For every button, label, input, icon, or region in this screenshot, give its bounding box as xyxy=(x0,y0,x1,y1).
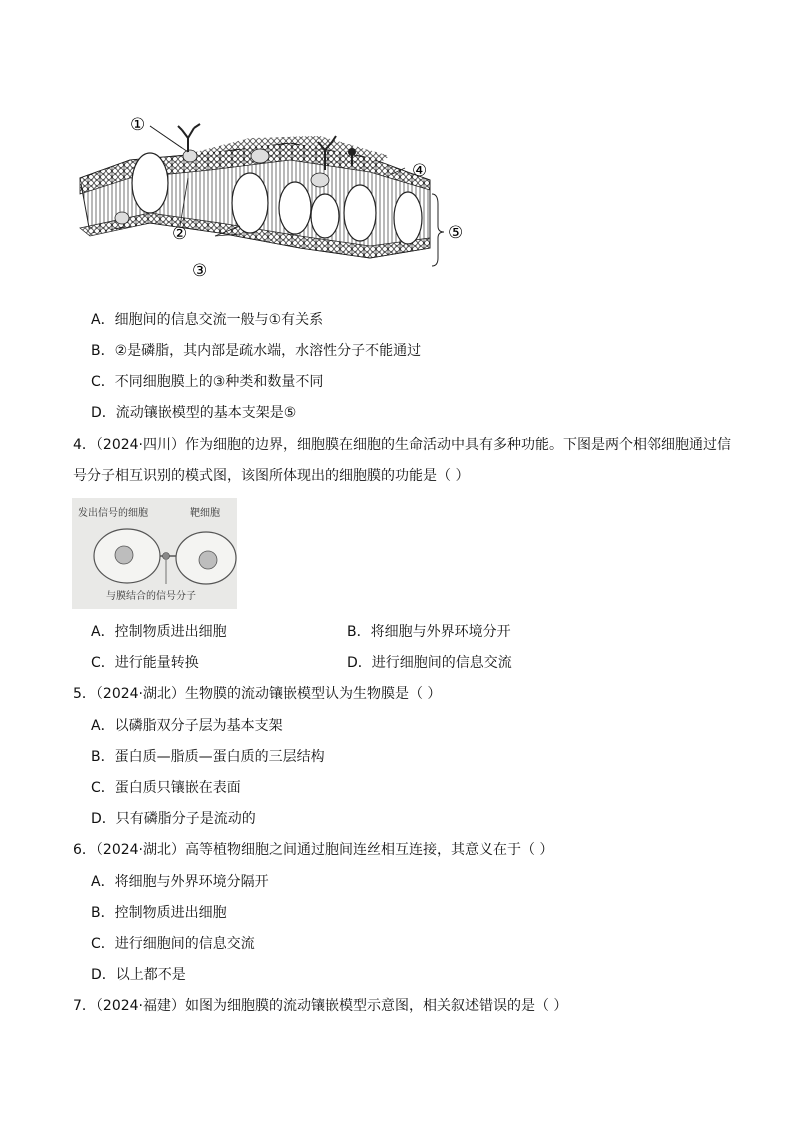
label-4: ④ xyxy=(412,161,428,181)
q4-stem-line1: 4．（2024·四川）作为细胞的边界，细胞膜在细胞的生命活动中具有多种功能。下图是两个相邻细胞通过信 xyxy=(73,437,731,453)
q6-option-d: D．以上都不是 xyxy=(91,967,186,983)
label-3: ③ xyxy=(192,261,208,281)
label-1: ① xyxy=(130,115,146,135)
q4-option-b: B．将细胞与外界环境分开 xyxy=(347,624,511,640)
q3-option-c: C．不同细胞膜上的③种类和数量不同 xyxy=(91,374,324,390)
q4-option-d: D．进行细胞间的信息交流 xyxy=(347,655,512,671)
sender-cell-label: 发出信号的细胞 xyxy=(78,508,148,519)
q7-stem: 7．（2024·福建）如图为细胞膜的流动镶嵌模型示意图，相关叙述错误的是（ ） xyxy=(73,998,568,1014)
q3-option-b: B．②是磷脂，其内部是疏水端，水溶性分子不能通过 xyxy=(91,343,422,359)
target-cell-label: 靶细胞 xyxy=(190,508,220,519)
label-2: ② xyxy=(172,224,188,244)
label-5: ⑤ xyxy=(448,223,464,243)
signal-molecule-label: 与膜结合的信号分子 xyxy=(106,591,196,602)
q5-stem: 5．（2024·湖北）生物膜的流动镶嵌模型认为生物膜是（ ） xyxy=(73,686,442,702)
q3-option-d: D．流动镶嵌模型的基本支架是⑤ xyxy=(91,405,297,421)
q5-option-a: A．以磷脂双分子层为基本支架 xyxy=(91,718,283,734)
q6-option-a: A．将细胞与外界环境分隔开 xyxy=(91,874,269,890)
q5-option-c: C．蛋白质只镶嵌在表面 xyxy=(91,780,241,796)
q4-option-c: C．进行能量转换 xyxy=(91,655,199,671)
membrane-diagram xyxy=(70,108,464,281)
q5-option-b: B．蛋白质—脂质—蛋白质的三层结构 xyxy=(91,749,325,765)
signal-cells-figure xyxy=(72,498,237,609)
q6-stem: 6．（2024·湖北）高等植物细胞之间通过胞间连丝相互连接，其意义在于（ ） xyxy=(73,842,554,858)
q3-option-a: A．细胞间的信息交流一般与①有关系 xyxy=(91,312,324,328)
q6-option-b: B．控制物质进出细胞 xyxy=(91,905,227,921)
q4-stem-line2: 号分子相互识别的模式图，该图所体现出的细胞膜的功能是（ ） xyxy=(73,468,470,484)
q6-option-c: C．进行细胞间的信息交流 xyxy=(91,936,255,952)
q5-option-d: D．只有磷脂分子是流动的 xyxy=(91,811,256,827)
q4-option-a: A．控制物质进出细胞 xyxy=(91,624,227,640)
